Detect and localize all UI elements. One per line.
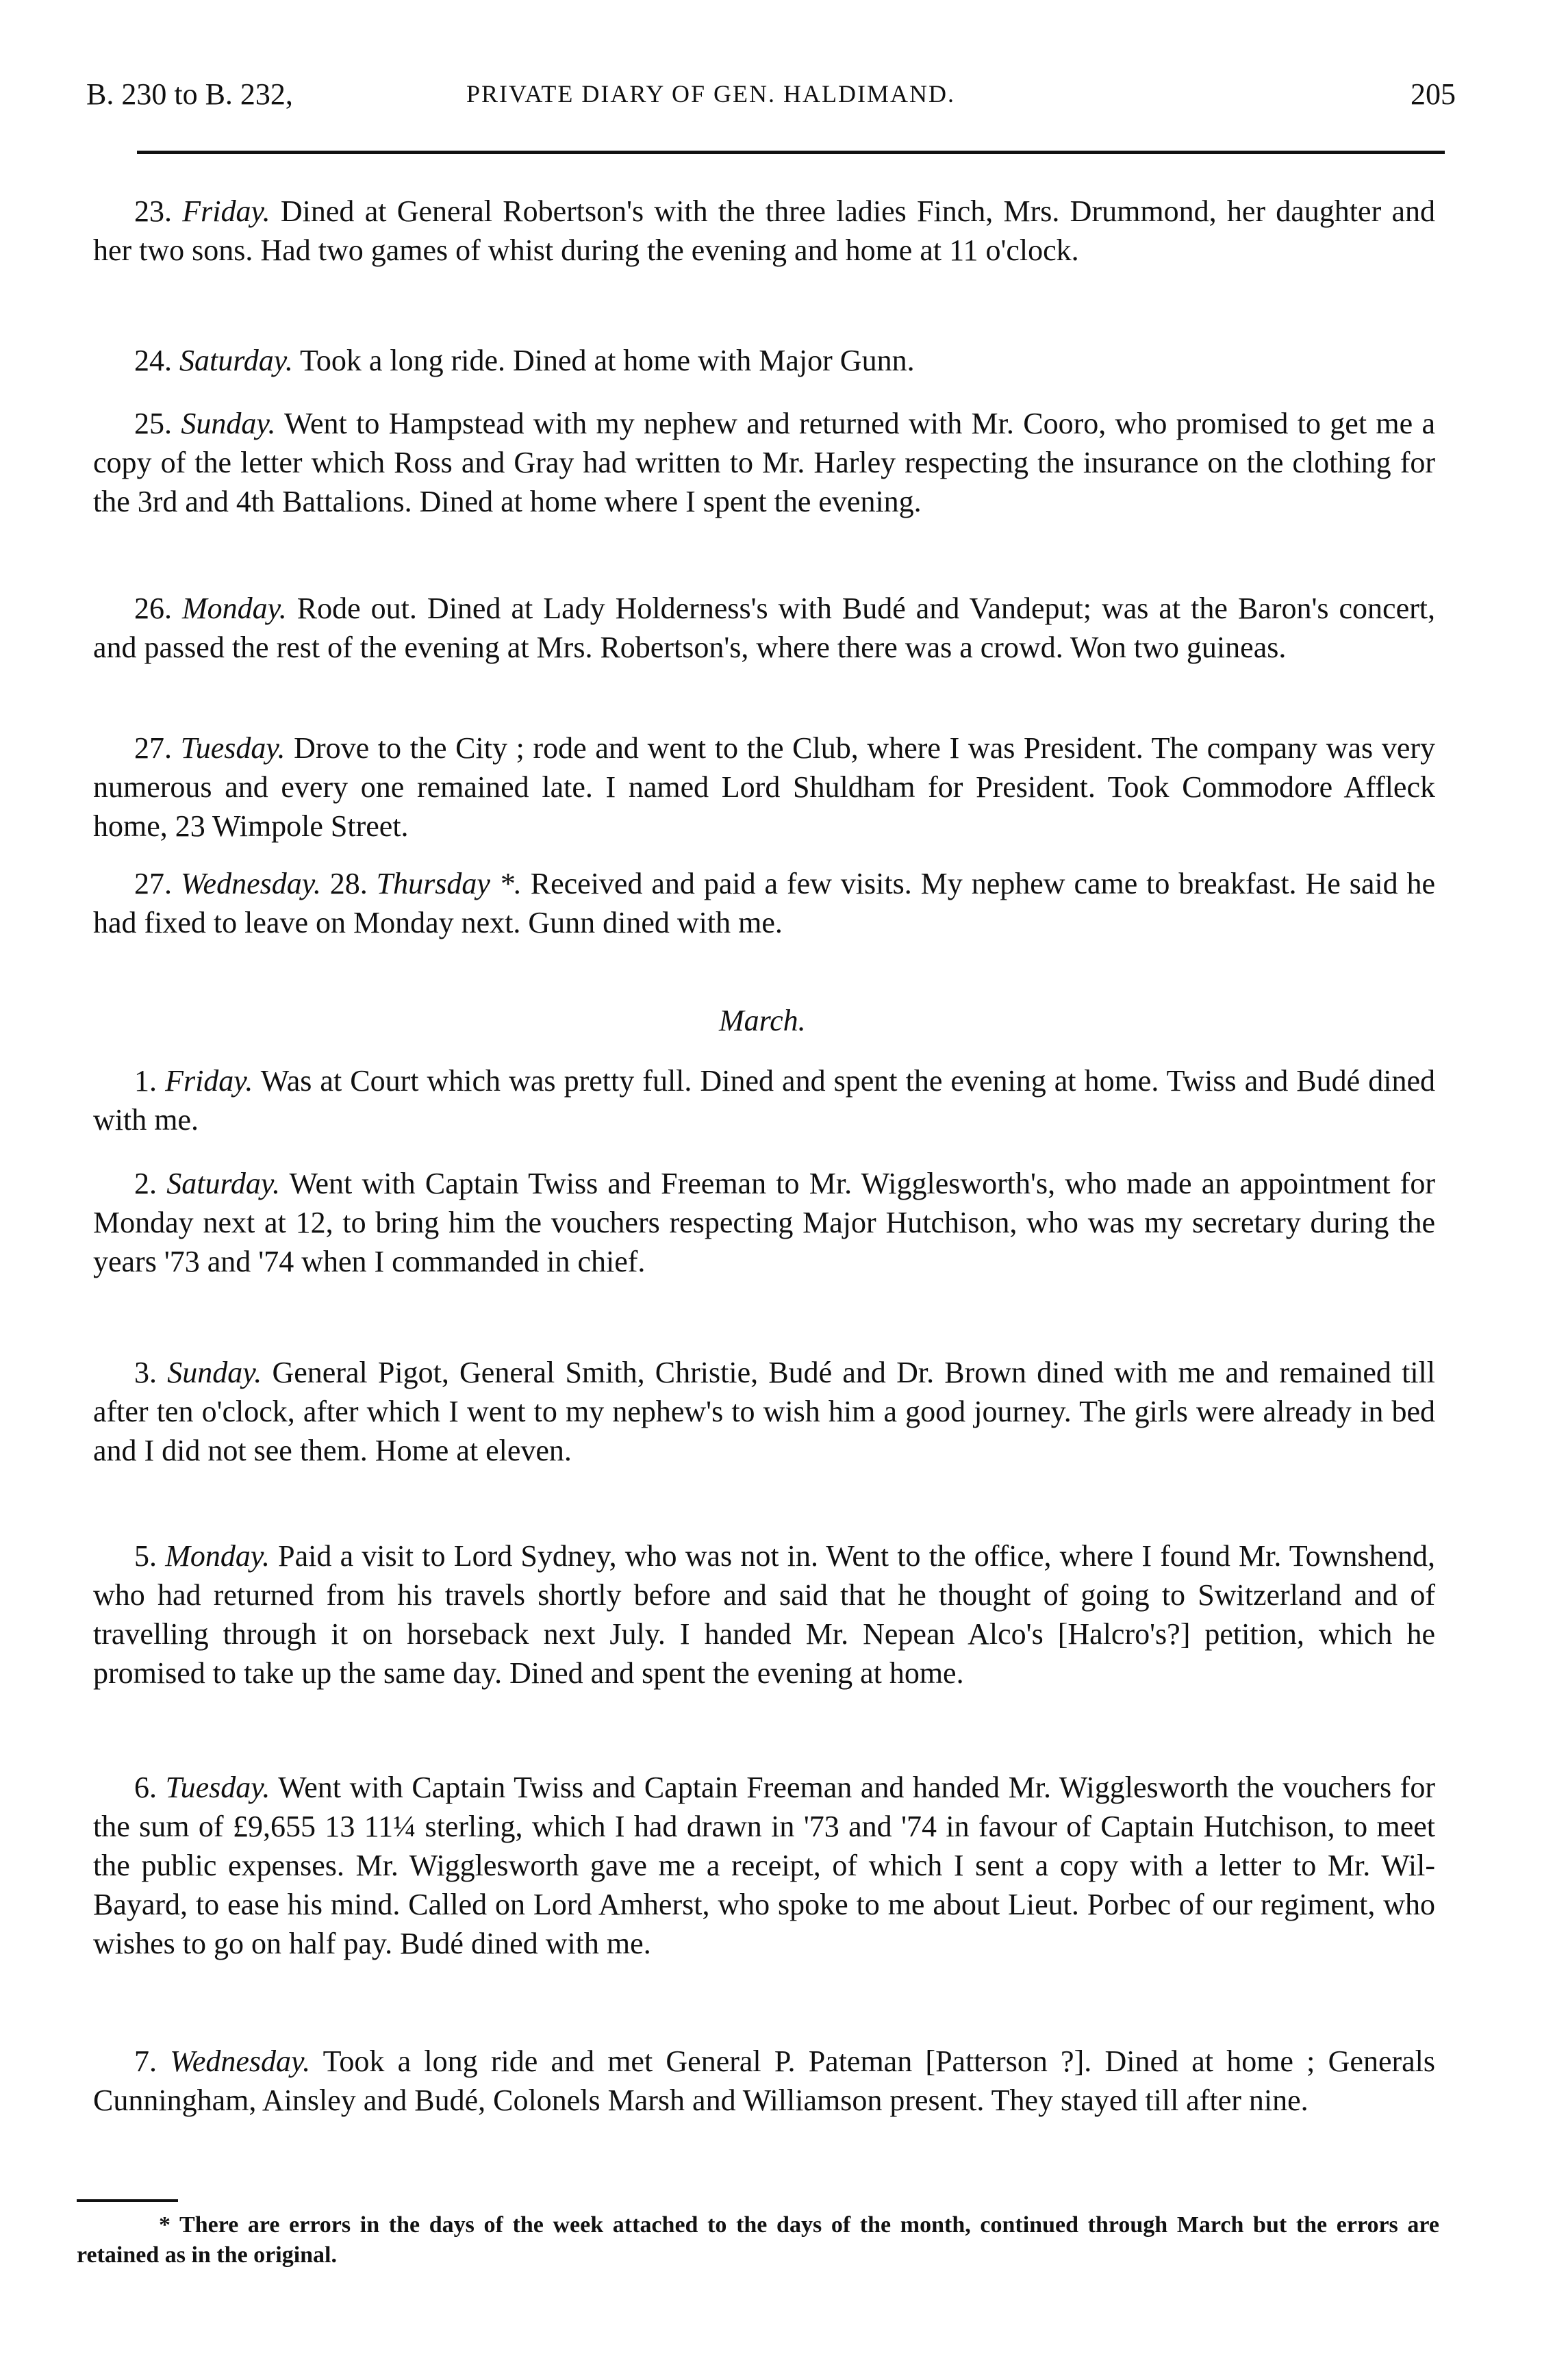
diary-entry: 6. Tuesday. Went with Captain Twiss and Captain Freeman and handed Mr. Wigglesworth the vouchers for the sum of £9,655 13 11¼ sterling, which I had drawn in '73 and '74 in favour of Captain Hutchison, to meet the public expenses. Mr. Wigglesworth gave me a receipt, of which I sent a copy with a letter to Mr. Wil-Bayard, to ease his mind. Called on Lord Amherst, who spoke to me about Lieut. Porbec of our regiment, who wishes to go on half pay. Budé dined with me.	[93, 1771, 1435, 1960]
diary-entry: 5. Monday. Paid a visit to Lord Sydney, who was not in. Went to the office, where I found Mr. Townshend, who had returned from his travels shortly before and said that he thought of going to Switzerland and of travelling through it on horseback next July. I handed Mr. Nepean Alco's [Halcro's?] petition, which he promised to take up the same day. Dined and spent the evening at home.	[93, 1539, 1436, 1690]
diary-entry: 26. Monday. Rode out. Dined at Lady Holderness's with Budé and Vandeput; was at the Baron's concert, and passed the rest of the evening at Mrs. Robertson's, where there was a crowd. Won two guineas.	[93, 592, 1435, 664]
footnote-rule	[77, 2199, 178, 2202]
header-rule	[137, 151, 1445, 154]
volume-reference: B. 230 to B. 232,	[86, 77, 293, 111]
diary-entry: 27. Wednesday. 28. Thursday *. Received and paid a few visits. My nephew came to breakfast. He said he had fixed to leave on Monday next. Gunn dined with me.	[93, 867, 1436, 939]
diary-entry: 25. Sunday. Went to Hampstead with my nephew and returned with Mr. Cooro, who promised to get me a copy of the letter which Ross and Gray had written to Mr. Harley respecting the insurance on the clothing for the 3rd and 4th Battalions. Dined at home where I spent the evening.	[93, 407, 1436, 518]
footnote: * There are errors in the days of the week attached to the days of the month, continued through March but the errors are retained as in the original.	[77, 2212, 1439, 2268]
month-heading: March.	[719, 1004, 806, 1037]
diary-entry: 24. Saturday. Took a long ride. Dined at home with Major Gunn.	[134, 344, 915, 377]
diary-entry: 23. Friday. Dined at General Robertson's with the three ladies Finch, Mrs. Drummond, her daughter and her two sons. Had two games of whist during the evening and home at 11 o'clock.	[93, 194, 1436, 267]
diary-entry: 27. Tuesday. Drove to the City ; rode and went to the Club, where I was President. The company was very numerous and every one remained late. I named Lord Shuldham for President. Took Commodore Affleck home, 23 Wimpole Street.	[93, 731, 1436, 843]
running-header	[86, 77, 1456, 125]
diary-entry: 2. Saturday. Went with Captain Twiss and Freeman to Mr. Wigglesworth's, who made an appointment for Monday next at 12, to bring him the vouchers respecting Major Hutchison, who was my secretary during the years '73 and '74 when I commanded in chief.	[93, 1167, 1435, 1278]
diary-entry: 1. Friday. Was at Court which was pretty full. Dined and spent the evening at home. Twiss and Budé dined with me.	[93, 1064, 1436, 1137]
diary-entry: 7. Wednesday. Took a long ride and met General P. Pateman [Patterson ?]. Dined at home ; Generals Cunningham, Ainsley and Budé, Colonels Marsh and Williamson present. They stayed till after nine.	[93, 2044, 1435, 2117]
diary-entry: 3. Sunday. General Pigot, General Smith, Christie, Budé and Dr. Brown dined with me and remained till after ten o'clock, after which I went to my nephew's to wish him a good journey. The girls were already in bed and I did not see them. Home at eleven.	[93, 1356, 1435, 1467]
running-title: PRIVATE DIARY OF GEN. HALDIMAND.	[466, 80, 956, 107]
page-number: 205	[1411, 77, 1456, 111]
